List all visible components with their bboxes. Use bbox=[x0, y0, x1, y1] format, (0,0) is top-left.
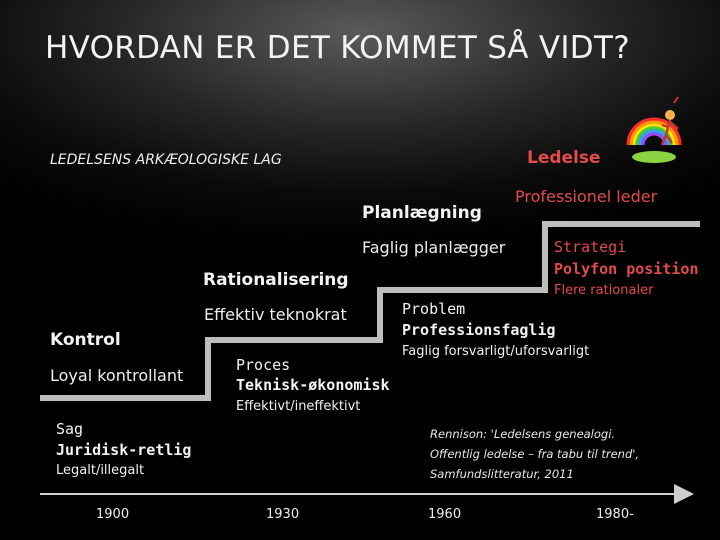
planlaegning-line-2: Professionsfaglig bbox=[402, 321, 556, 339]
reference-line-3: Samfundslitteratur, 2011 bbox=[430, 467, 574, 481]
planlaegning-line-3: Faglig forsvarligt/uforsvarligt bbox=[402, 344, 590, 359]
kontrol-line-1: Sag bbox=[56, 420, 84, 438]
rationalisering-line-1: Proces bbox=[236, 356, 291, 374]
role-faglig-planlaegger: Faglig planlægger bbox=[362, 238, 506, 257]
reference-line-2: Offentlig ledelse – fra tabu til trend', bbox=[430, 447, 640, 461]
kontrol-line-3: Legalt/illegalt bbox=[56, 463, 145, 478]
ledelse-line-3: Flere rationaler bbox=[554, 283, 654, 298]
slide-subtitle: LEDELSENS ARKÆOLOGISKE LAG bbox=[50, 152, 282, 168]
reference-line-1: Rennison: 'Ledelsens genealogi. bbox=[430, 427, 616, 441]
role-professionel-leder: Professionel leder bbox=[515, 187, 658, 206]
timeline-year-1930: 1930 bbox=[266, 507, 300, 522]
timeline-year-1900: 1900 bbox=[96, 507, 130, 522]
era-label-rationalisering: Rationalisering bbox=[203, 270, 349, 290]
ledelse-line-2: Polyfon position bbox=[554, 260, 699, 278]
rationalisering-line-2: Teknisk-økonomisk bbox=[236, 376, 390, 394]
timeline-year-1980: 1980- bbox=[596, 507, 634, 522]
slide-title: HVORDAN ER DET KOMMET SÅ VIDT? bbox=[45, 30, 630, 66]
rainbow-figure-icon bbox=[618, 95, 690, 167]
timeline-year-1960: 1960 bbox=[428, 507, 462, 522]
role-effektiv-teknokrat: Effektiv teknokrat bbox=[204, 305, 347, 324]
reference-citation bbox=[430, 424, 639, 484]
role-loyal-kontrollant: Loyal kontrollant bbox=[50, 366, 184, 385]
kontrol-line-2: Juridisk-retlig bbox=[56, 441, 192, 459]
era-label-ledelse: Ledelse bbox=[527, 148, 601, 168]
planlaegning-line-1: Problem bbox=[402, 300, 466, 318]
rationalisering-line-3: Effektivt/ineffektivt bbox=[236, 399, 361, 414]
era-label-kontrol: Kontrol bbox=[50, 330, 121, 350]
era-label-planlaegning: Planlægning bbox=[362, 203, 482, 223]
ledelse-line-1: Strategi bbox=[554, 238, 627, 256]
